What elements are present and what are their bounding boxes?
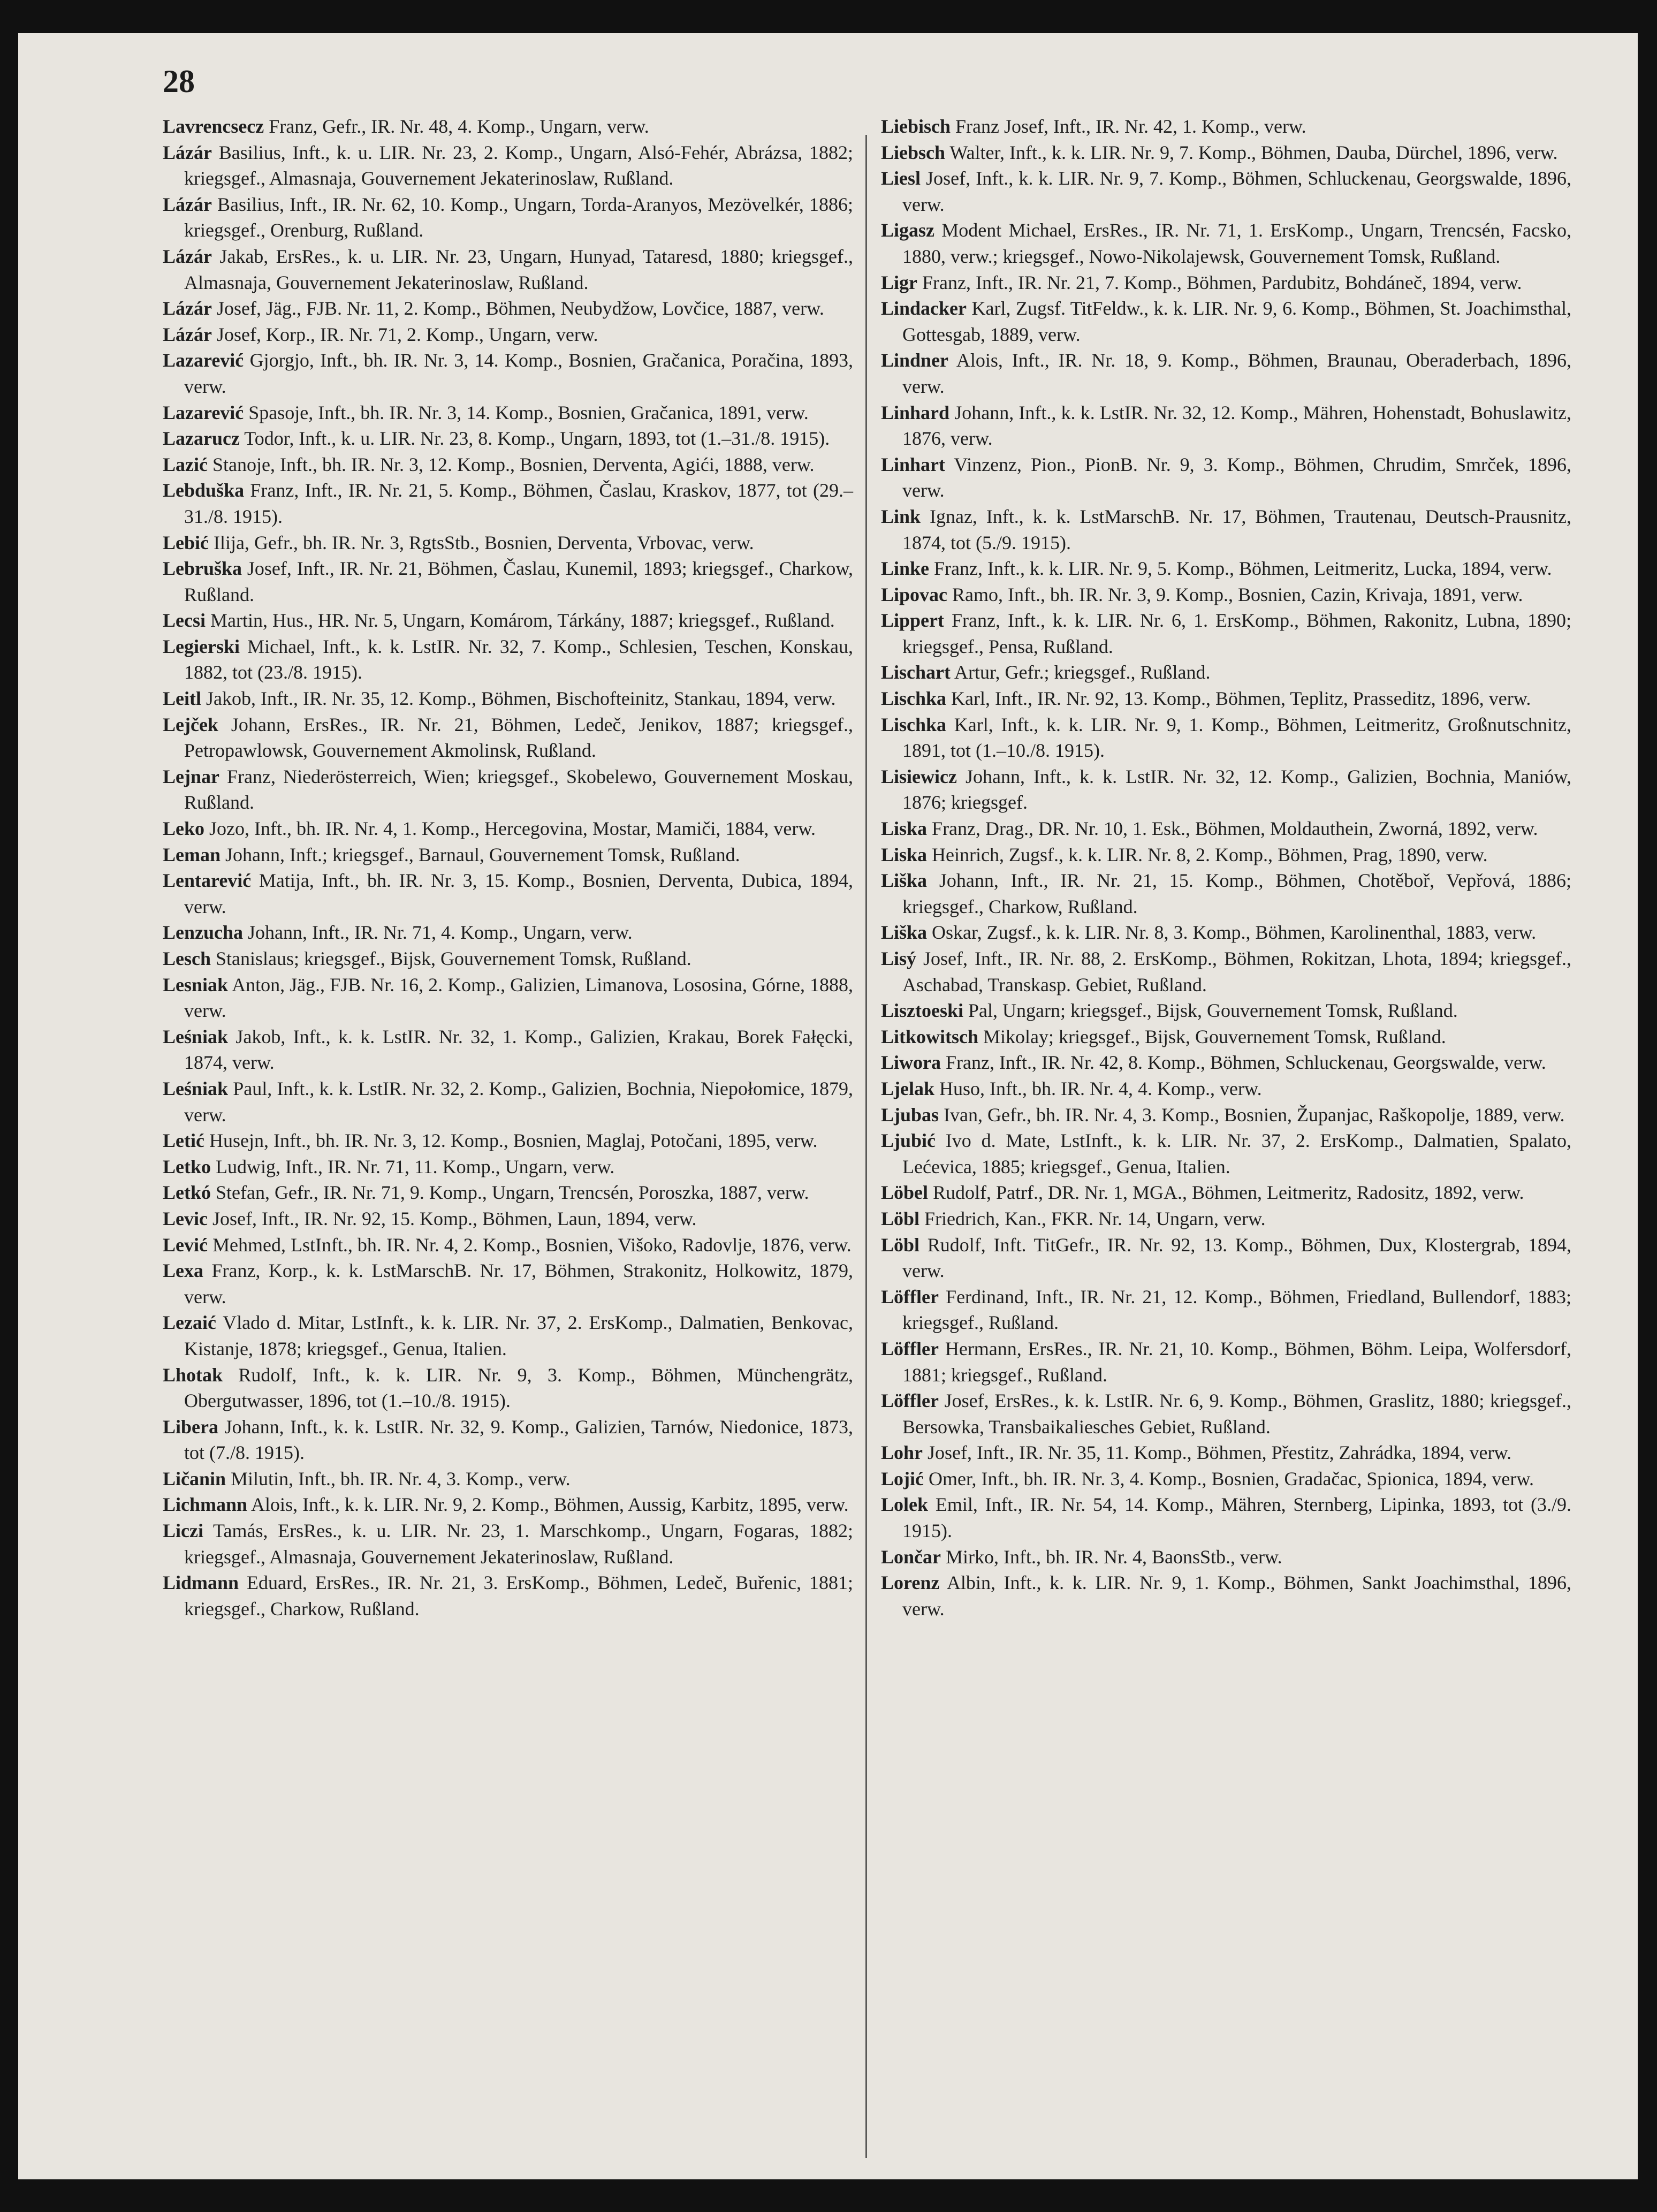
entry-surname: Leko — [163, 818, 205, 840]
entry-details: Franz, Inft., k. k. LIR. Nr. 6, 1. ErsKomp., Böhmen, Rakonitz, Lubna, 1890; kriegsgef., Pensa, Rußland. — [902, 610, 1571, 657]
entry-details: Jozo, Inft., bh. IR. Nr. 4, 1. Komp., Hercegovina, Mostar, Mamiči, 1884, verw. — [204, 818, 816, 840]
list-entry — [163, 1258, 853, 1310]
entry-details: Franz, Inft., IR. Nr. 21, 7. Komp., Böhmen, Pardubitz, Bohdáneč, 1894, verw. — [917, 271, 1522, 293]
entry-surname: Lojić — [881, 1468, 924, 1489]
entry-surname: Legierski — [163, 635, 240, 657]
list-entry — [881, 1102, 1571, 1128]
entry-details: Josef, Jäg., FJB. Nr. 11, 2. Komp., Böhmen, Neubydžow, Lovčice, 1887, verw. — [211, 298, 824, 320]
entry-surname: Lebruška — [163, 558, 242, 580]
entry-surname: Lorenz — [881, 1572, 940, 1594]
entry-surname: Ligr — [881, 271, 917, 293]
entry-details: Franz, Drag., DR. Nr. 10, 1. Esk., Böhmen, Moldauthein, Zworná, 1892, verw. — [927, 818, 1538, 840]
list-entry — [163, 1310, 853, 1362]
entry-details: Stanislaus; kriegsgef., Bijsk, Gouvernement Tomsk, Rußland. — [211, 948, 691, 969]
entry-surname: Ljubić — [881, 1130, 936, 1152]
entry-details: Karl, Inft., IR. Nr. 92, 13. Komp., Böhmen, Teplitz, Prasseditz, 1896, verw. — [946, 688, 1531, 710]
entry-details: Martin, Hus., HR. Nr. 5, Ungarn, Komárom, Tárkány, 1887; kriegsgef., Rußland. — [205, 610, 835, 632]
list-entry — [881, 1050, 1571, 1076]
entry-details: Huso, Inft., bh. IR. Nr. 4, 4. Komp., verw. — [934, 1077, 1262, 1099]
entry-surname: Lexa — [163, 1260, 203, 1282]
list-entry — [881, 659, 1571, 686]
entry-details: Modent Michael, ErsRes., IR. Nr. 71, 1. ErsKomp., Ungarn, Trencsén, Facsko, 1880, verw.; kriegsgef., Nowo-Nikolajewsk, Gouvernement Tomsk, Rußland. — [902, 219, 1571, 267]
entry-surname: Ličanin — [163, 1468, 226, 1489]
entry-details: Ignaz, Inft., k. k. LstMarschB. Nr. 17, Böhmen, Trautenau, Deutsch-Prausnitz, 1874, tot (5./9. 1915). — [902, 505, 1571, 553]
list-entry — [881, 165, 1571, 217]
list-entry — [163, 477, 853, 529]
entry-surname: Lazarucz — [163, 428, 240, 450]
entry-surname: Lohr — [881, 1442, 923, 1464]
entry-details: Friedrich, Kan., FKR. Nr. 14, Ungarn, verw. — [919, 1207, 1266, 1229]
list-entry — [163, 1206, 853, 1232]
entry-surname: Lazarević — [163, 349, 244, 371]
entry-surname: Letić — [163, 1130, 204, 1152]
list-entry — [163, 712, 853, 764]
list-entry — [163, 1232, 853, 1258]
list-entry — [163, 1518, 853, 1570]
entry-surname: Leśniak — [163, 1025, 229, 1047]
entry-surname: Löbl — [881, 1234, 920, 1256]
entry-details: Ferdinand, Inft., IR. Nr. 21, 12. Komp., Böhmen, Friedland, Bullendorf, 1883; kriegsgef., Rußland. — [902, 1286, 1571, 1334]
list-entry — [881, 764, 1571, 816]
entry-details: Johann, Inft., IR. Nr. 71, 4. Komp., Ungarn, verw. — [243, 922, 633, 944]
column-divider — [865, 135, 867, 2158]
entry-surname: Liška — [881, 922, 928, 944]
list-entry — [881, 556, 1571, 582]
entry-details: Artur, Gefr.; kriegsgef., Rußland. — [951, 662, 1211, 683]
list-entry — [881, 295, 1571, 347]
entry-details: Ilija, Gefr., bh. IR. Nr. 3, RgtsStb., Bosnien, Derventa, Vrbovac, verw. — [209, 531, 754, 553]
entry-surname: Leitl — [163, 688, 201, 710]
entry-surname: Lavrencsecz — [163, 116, 264, 137]
list-entry — [163, 1128, 853, 1154]
page-number: 28 — [163, 64, 195, 99]
list-entry — [881, 113, 1571, 140]
list-entry — [163, 1570, 853, 1622]
entry-details: Johann, Inft., k. k. LstIR. Nr. 32, 12. Komp., Mähren, Hohenstadt, Bohuslawitz, 1876, verw. — [902, 401, 1571, 450]
list-entry — [163, 244, 853, 295]
entry-surname: Lázár — [163, 193, 212, 215]
list-entry — [881, 607, 1571, 659]
entry-details: Spasoje, Inft., bh. IR. Nr. 3, 14. Komp., Bosnien, Gračanica, 1891, verw. — [244, 401, 809, 423]
entry-surname: Lidmann — [163, 1572, 239, 1594]
entry-surname: Liebisch — [881, 116, 951, 137]
entry-details: Vlado d. Mitar, LstInft., k. k. LIR. Nr. 37, 2. ErsKomp., Dalmatien, Benkovac, Kistanje, 1878; kriegsgef., Genua, Italien. — [184, 1312, 853, 1359]
entry-details: Basilius, Inft., k. u. LIR. Nr. 23, 2. Komp., Ungarn, Alsó-Fehér, Abrázsa, 1882; kriegsgef., Almasnaja, Gouvernement Jekaterinoslaw, Rußland. — [184, 141, 853, 189]
entry-surname: Letko — [163, 1156, 211, 1177]
list-entry — [163, 400, 853, 426]
entry-details: Jakob, Inft., IR. Nr. 35, 12. Komp., Böhmen, Bischofteinitz, Stankau, 1894, verw. — [201, 688, 836, 710]
list-entry — [163, 1492, 853, 1518]
entry-surname: Lezaić — [163, 1312, 216, 1334]
list-entry — [881, 1544, 1571, 1570]
entry-details: Josef, Inft., IR. Nr. 21, Böhmen, Časlau, Kunemil, 1893; kriegsgef., Charkow, Rußland. — [184, 558, 853, 605]
list-entry — [881, 686, 1571, 712]
entry-details: Heinrich, Zugsf., k. k. LIR. Nr. 8, 2. Komp., Böhmen, Prag, 1890, verw. — [927, 843, 1488, 865]
list-entry — [881, 1206, 1571, 1232]
entry-details: Pal, Ungarn; kriegsgef., Bijsk, Gouvernement Tomsk, Rußland. — [963, 1000, 1458, 1022]
list-entry — [163, 1024, 853, 1076]
entry-details: Josef, Korp., IR. Nr. 71, 2. Komp., Ungarn, verw. — [211, 323, 598, 345]
entry-details: Albin, Inft., k. k. LIR. Nr. 9, 1. Komp., Böhmen, Sankt Joachimsthal, 1896, verw. — [902, 1572, 1571, 1620]
list-entry — [163, 842, 853, 868]
entry-surname: Liczi — [163, 1520, 203, 1542]
entry-surname: Lebić — [163, 531, 209, 553]
list-entry — [163, 556, 853, 607]
entry-details: Oskar, Zugsf., k. k. LIR. Nr. 8, 3. Komp., Böhmen, Karolinenthal, 1883, verw. — [927, 922, 1537, 944]
entry-surname: Liska — [881, 843, 928, 865]
entry-surname: Lolek — [881, 1494, 929, 1516]
list-entry — [881, 1180, 1571, 1206]
entry-surname: Litkowitsch — [881, 1025, 979, 1047]
list-entry — [163, 972, 853, 1024]
list-entry — [163, 530, 853, 556]
entry-details: Paul, Inft., k. k. LstIR. Nr. 32, 2. Komp., Galizien, Bochnia, Niepołomice, 1879, verw. — [184, 1077, 853, 1126]
entry-details: Franz, Inft., IR. Nr. 21, 5. Komp., Böhmen, Časlau, Kraskov, 1877, tot (29.–31./8. 1915). — [184, 480, 853, 527]
entry-details: Johann, Inft., k. k. LstIR. Nr. 32, 9. Komp., Galizien, Tarnów, Niedonice, 1873, tot (7./8. 1915). — [184, 1416, 853, 1464]
list-entry — [881, 998, 1571, 1024]
entry-surname: Lebduška — [163, 480, 245, 501]
entry-surname: Lisztoeski — [881, 1000, 964, 1022]
entry-surname: Löbel — [881, 1182, 929, 1204]
entry-details: Ludwig, Inft., IR. Nr. 71, 11. Komp., Ungarn, verw. — [211, 1156, 615, 1177]
list-entry — [163, 192, 853, 244]
entry-surname: Letkó — [163, 1182, 211, 1204]
list-entry — [163, 322, 853, 348]
entry-details: Basilius, Inft., IR. Nr. 62, 10. Komp., Ungarn, Torda-Aranyos, Mezövelkér, 1886; kriegsgef., Orenburg, Rußland. — [184, 193, 853, 241]
list-entry — [163, 452, 853, 478]
entry-details: Ivan, Gefr., bh. IR. Nr. 4, 3. Komp., Bosnien, Županjac, Raškopolje, 1889, verw. — [939, 1104, 1565, 1126]
list-entry — [163, 946, 853, 972]
list-entry — [881, 140, 1571, 166]
list-entry — [881, 712, 1571, 764]
list-entry — [881, 270, 1571, 296]
entry-surname: Ljelak — [881, 1077, 935, 1099]
list-entry — [163, 764, 853, 816]
entry-surname: Liebsch — [881, 141, 946, 163]
list-entry — [881, 1076, 1571, 1102]
entry-details: Franz Josef, Inft., IR. Nr. 42, 1. Komp., verw. — [951, 116, 1306, 137]
entry-surname: Lejnar — [163, 765, 219, 787]
list-entry — [163, 1076, 853, 1128]
entry-surname: Lindacker — [881, 298, 967, 320]
list-entry — [881, 1128, 1571, 1180]
list-entry — [163, 816, 853, 842]
entry-details: Jakab, ErsRes., k. u. LIR. Nr. 23, Ungarn, Hunyad, Tataresd, 1880; kriegsgef., Almasnaja, Gouvernement Jekaterinoslaw, Rußland. — [184, 245, 853, 293]
list-entry — [881, 217, 1571, 269]
entry-details: Franz, Inft., k. k. LIR. Nr. 9, 5. Komp., Böhmen, Leitmeritz, Lucka, 1894, verw. — [929, 558, 1552, 580]
entry-details: Walter, Inft., k. k. LIR. Nr. 9, 7. Komp., Böhmen, Dauba, Dürchel, 1896, verw. — [945, 141, 1558, 163]
entry-details: Ivo d. Mate, LstInft., k. k. LIR. Nr. 37, 2. ErsKomp., Dalmatien, Spalato, Lećevica, 1885; kriegsgef., Genua, Italien. — [902, 1130, 1571, 1177]
entry-surname: Liesl — [881, 168, 921, 189]
entry-surname: Leśniak — [163, 1077, 229, 1099]
list-entry — [881, 1336, 1571, 1388]
entry-surname: Leman — [163, 843, 221, 865]
entry-surname: Lentarević — [163, 870, 252, 892]
entry-surname: Lázár — [163, 298, 212, 320]
entry-details: Mirko, Inft., bh. IR. Nr. 4, BaonsStb., verw. — [941, 1546, 1282, 1568]
entry-surname: Lesniak — [163, 974, 229, 995]
list-entry — [163, 1362, 853, 1414]
entry-surname: Lesch — [163, 948, 211, 969]
entry-details: Josef, Inft., k. k. LIR. Nr. 9, 7. Komp., Böhmen, Schluckenau, Georgswalde, 1896, verw. — [902, 168, 1571, 215]
entry-details: Stanoje, Inft., bh. IR. Nr. 3, 12. Komp., Bosnien, Derventa, Agići, 1888, verw. — [207, 453, 815, 475]
entry-surname: Lević — [163, 1234, 208, 1256]
left-column — [163, 113, 853, 1622]
entry-surname: Lischka — [881, 713, 947, 735]
entry-surname: Lončar — [881, 1546, 941, 1568]
entry-surname: Löbl — [881, 1207, 920, 1229]
entry-surname: Libera — [163, 1416, 218, 1438]
entry-surname: Linhard — [881, 401, 950, 423]
entry-surname: Löffler — [881, 1337, 939, 1359]
entry-details: Franz, Gefr., IR. Nr. 48, 4. Komp., Ungarn, verw. — [264, 116, 649, 137]
entry-details: Tamás, ErsRes., k. u. LIR. Nr. 23, 1. Marschkomp., Ungarn, Fogaras, 1882; kriegsgef., Almasnaja, Gouvernement Jekaterinoslaw, Rußland. — [184, 1520, 853, 1568]
entry-details: Rudolf, Inft. TitGefr., IR. Nr. 92, 13. Komp., Böhmen, Dux, Klostergrab, 1894, verw. — [902, 1234, 1571, 1282]
entry-surname: Linhart — [881, 453, 946, 475]
list-entry — [163, 295, 853, 322]
entry-surname: Ligasz — [881, 219, 935, 241]
list-entry — [881, 1232, 1571, 1284]
document-page — [18, 33, 1638, 2179]
entry-details: Matija, Inft., bh. IR. Nr. 3, 15. Komp., Bosnien, Derventa, Dubica, 1894, verw. — [184, 870, 853, 917]
entry-surname: Lipovac — [881, 583, 948, 605]
list-entry — [881, 946, 1571, 998]
list-entry — [163, 347, 853, 399]
entry-surname: Lischart — [881, 662, 951, 683]
list-entry — [881, 1440, 1571, 1466]
entry-surname: Löffler — [881, 1390, 939, 1412]
entry-surname: Lichmann — [163, 1494, 248, 1516]
entry-surname: Lazarević — [163, 401, 244, 423]
list-entry — [881, 919, 1571, 946]
list-entry — [881, 1284, 1571, 1336]
entry-details: Karl, Inft., k. k. LIR. Nr. 9, 1. Komp., Böhmen, Leitmeritz, Großnutschnitz, 1891, tot (1.–10./8. 1915). — [902, 713, 1571, 762]
list-entry — [163, 1414, 853, 1466]
entry-details: Alois, Inft., IR. Nr. 18, 9. Komp., Böhmen, Braunau, Oberaderbach, 1896, verw. — [902, 349, 1571, 397]
list-entry — [163, 1180, 853, 1206]
entry-surname: Levic — [163, 1207, 208, 1229]
list-entry — [163, 634, 853, 686]
entry-details: Gjorgjo, Inft., bh. IR. Nr. 3, 14. Komp., Bosnien, Gračanica, Poračina, 1893, verw. — [184, 349, 853, 397]
list-entry — [881, 582, 1571, 608]
entry-surname: Lisý — [881, 948, 917, 969]
entry-details: Karl, Zugsf. TitFeldw., k. k. LIR. Nr. 9, 6. Komp., Böhmen, St. Joachimsthal, Gottesgab, 1889, verw. — [902, 298, 1571, 345]
entry-details: Mehmed, LstInft., bh. IR. Nr. 4, 2. Komp., Bosnien, Višoko, Radovlje, 1876, verw. — [207, 1234, 852, 1256]
entry-details: Alois, Inft., k. k. LIR. Nr. 9, 2. Komp., Böhmen, Aussig, Karbitz, 1895, verw. — [247, 1494, 849, 1516]
entry-details: Emil, Inft., IR. Nr. 54, 14. Komp., Mähren, Sternberg, Lipinka, 1893, tot (3./9. 1915). — [902, 1494, 1571, 1542]
entry-surname: Link — [881, 505, 921, 527]
entry-details: Franz, Inft., IR. Nr. 42, 8. Komp., Böhmen, Schluckenau, Georgswalde, verw. — [941, 1052, 1546, 1074]
entry-surname: Lejček — [163, 713, 218, 735]
entry-surname: Lindner — [881, 349, 949, 371]
entry-details: Johann, Inft.; kriegsgef., Barnaul, Gouvernement Tomsk, Rußland. — [221, 843, 740, 865]
entry-details: Anton, Jäg., FJB. Nr. 16, 2. Komp., Galizien, Limanova, Lososina, Górne, 1888, verw. — [184, 974, 853, 1022]
entry-details: Omer, Inft., bh. IR. Nr. 3, 4. Komp., Bosnien, Gradačac, Spionica, 1894, verw. — [923, 1468, 1534, 1489]
list-entry — [163, 919, 853, 946]
list-entry — [881, 504, 1571, 556]
entry-surname: Lázár — [163, 141, 212, 163]
entry-surname: Lázár — [163, 245, 212, 267]
entry-details: Rudolf, Inft., k. k. LIR. Nr. 9, 3. Komp., Böhmen, Münchengrätz, Obergutwasser, 1896, tot (1.–10./8. 1915). — [184, 1364, 853, 1412]
entry-details: Ramo, Inft., bh. IR. Nr. 3, 9. Komp., Bosnien, Cazin, Krivaja, 1891, verw. — [947, 583, 1523, 605]
entry-surname: Lazić — [163, 453, 208, 475]
list-entry — [881, 816, 1571, 842]
list-entry — [881, 1466, 1571, 1492]
list-entry — [881, 452, 1571, 504]
right-column — [881, 113, 1571, 1622]
entry-surname: Lippert — [881, 610, 945, 632]
entry-surname: Löffler — [881, 1286, 939, 1308]
entry-details: Hermann, ErsRes., IR. Nr. 21, 10. Komp., Böhmen, Böhm. Leipa, Wolfersdorf, 1881; kriegsgef., Rußland. — [902, 1337, 1571, 1386]
entry-details: Johann, ErsRes., IR. Nr. 21, Böhmen, Ledeč, Jenikov, 1887; kriegsgef., Petropawlowsk, Gouvernement Akmolinsk, Rußland. — [184, 713, 853, 762]
list-entry — [163, 1466, 853, 1492]
list-entry — [881, 1388, 1571, 1440]
list-entry — [163, 686, 853, 712]
list-entry — [163, 140, 853, 192]
list-entry — [881, 868, 1571, 919]
entry-details: Todor, Inft., k. u. LIR. Nr. 23, 8. Komp., Ungarn, 1893, tot (1.–31./8. 1915). — [239, 428, 830, 450]
entry-surname: Linke — [881, 558, 930, 580]
entry-surname: Liška — [881, 870, 928, 892]
list-entry — [163, 868, 853, 919]
list-entry — [163, 425, 853, 452]
entry-details: Jakob, Inft., k. k. LstIR. Nr. 32, 1. Komp., Galizien, Krakau, Borek Fałęcki, 1874, verw. — [184, 1025, 853, 1074]
entry-details: Rudolf, Patrf., DR. Nr. 1, MGA., Böhmen, Leitmeritz, Radositz, 1892, verw. — [928, 1182, 1524, 1204]
entry-surname: Ljubas — [881, 1104, 939, 1126]
entry-details: Eduard, ErsRes., IR. Nr. 21, 3. ErsKomp., Böhmen, Ledeč, Buřenic, 1881; kriegsgef., Charkow, Rußland. — [184, 1572, 853, 1620]
entry-surname: Liwora — [881, 1052, 941, 1074]
entry-surname: Lischka — [881, 688, 947, 710]
entry-details: Johann, Inft., k. k. LstIR. Nr. 32, 12. Komp., Galizien, Bochnia, Maniów, 1876; kriegsgef. — [902, 765, 1571, 814]
entry-surname: Liska — [881, 818, 928, 840]
entry-details: Vinzenz, Pion., PionB. Nr. 9, 3. Komp., Böhmen, Chrudim, Smrček, 1896, verw. — [902, 453, 1571, 501]
entry-details: Josef, ErsRes., k. k. LstIR. Nr. 6, 9. Komp., Böhmen, Graslitz, 1880; kriegsgef., Bersowka, Transbaikaliesches Gebiet, Rußland. — [902, 1390, 1571, 1438]
entry-details: Milutin, Inft., bh. IR. Nr. 4, 3. Komp., verw. — [226, 1468, 571, 1489]
entry-details: Stefan, Gefr., IR. Nr. 71, 9. Komp., Ungarn, Trencsén, Poroszka, 1887, verw. — [211, 1182, 809, 1204]
entry-details: Josef, Inft., IR. Nr. 92, 15. Komp., Böhmen, Laun, 1894, verw. — [207, 1207, 697, 1229]
entry-details: Franz, Niederösterreich, Wien; kriegsgef., Skobelewo, Gouvernement Moskau, Rußland. — [184, 765, 853, 814]
entry-surname: Lisiewicz — [881, 765, 957, 787]
entry-surname: Lenzucha — [163, 922, 244, 944]
entry-details: Franz, Korp., k. k. LstMarschB. Nr. 17, Böhmen, Strakonitz, Holkowitz, 1879, verw. — [184, 1260, 853, 1308]
list-entry — [881, 347, 1571, 399]
list-entry — [163, 607, 853, 634]
list-entry — [881, 842, 1571, 868]
entry-details: Josef, Inft., IR. Nr. 88, 2. ErsKomp., Böhmen, Rokitzan, Lhota, 1894; kriegsgef., Aschabad, Transkasp. Gebiet, Rußland. — [902, 948, 1571, 995]
list-entry — [163, 113, 853, 140]
list-entry — [881, 1570, 1571, 1622]
entry-details: Michael, Inft., k. k. LstIR. Nr. 32, 7. Komp., Schlesien, Teschen, Konskau, 1882, tot (23./8. 1915). — [184, 635, 853, 683]
list-entry — [881, 1492, 1571, 1544]
entry-details: Mikolay; kriegsgef., Bijsk, Gouvernement Tomsk, Rußland. — [978, 1025, 1446, 1047]
entry-surname: Lázár — [163, 323, 212, 345]
list-entry — [881, 1024, 1571, 1050]
entry-surname: Lhotak — [163, 1364, 223, 1386]
entry-details: Husejn, Inft., bh. IR. Nr. 3, 12. Komp., Bosnien, Maglaj, Potočani, 1895, verw. — [204, 1130, 818, 1152]
entry-details: Josef, Inft., IR. Nr. 35, 11. Komp., Böhmen, Přestitz, Zahrádka, 1894, verw. — [923, 1442, 1512, 1464]
list-entry — [163, 1154, 853, 1180]
entry-details: Johann, Inft., IR. Nr. 21, 15. Komp., Böhmen, Chotěboř, Vepřová, 1886; kriegsgef., Charkow, Rußland. — [902, 870, 1571, 917]
list-entry — [881, 400, 1571, 452]
entry-surname: Lecsi — [163, 610, 206, 632]
